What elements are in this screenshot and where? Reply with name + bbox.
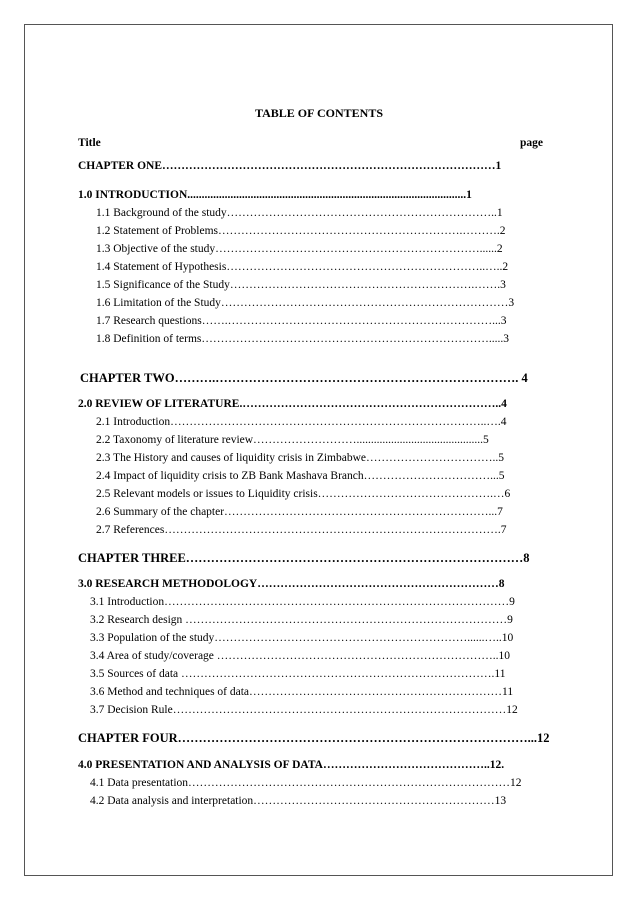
title-column-header: Title bbox=[78, 137, 101, 149]
toc-chapter-three[interactable]: CHAPTER THREE………………………………………………………………………8 bbox=[78, 551, 530, 565]
toc-section-2-6[interactable]: 2.6 Summary of the chapter……………………………………………………………...7 bbox=[96, 506, 503, 518]
toc-section-3-4[interactable]: 3.4 Area of study/coverage ………………………………………………………………..10 bbox=[90, 650, 511, 662]
toc-section-3-6[interactable]: 3.6 Method and techniques of data…………………………………………………………11 bbox=[90, 686, 514, 698]
toc-section-1-4[interactable]: 1.4 Statement of Hypothesis…………………………………………………………..…..2 bbox=[96, 261, 509, 273]
toc-section-4-2[interactable]: 4.2 Data analysis and interpretation………………………………………………………13 bbox=[90, 795, 507, 807]
toc-section-3-3[interactable]: 3.3 Population of the study…………………………………………………………......…..10 bbox=[90, 632, 514, 644]
toc-chapter-four[interactable]: CHAPTER FOUR…………………………………………………………………………...12 bbox=[78, 731, 550, 745]
toc-section-3-0[interactable]: 3.0 RESEARCH METHODOLOGY………………………………………………………8 bbox=[78, 578, 505, 590]
toc-section-2-5[interactable]: 2.5 Relevant models or issues to Liquidity crisis……………………………………….…6 bbox=[96, 488, 511, 500]
toc-section-1-0[interactable]: 1.0 INTRODUCTION.................................................................................................1 bbox=[78, 189, 472, 201]
toc-heading: TABLE OF CONTENTS bbox=[254, 106, 384, 120]
toc-section-3-2[interactable]: 3.2 Research design …………………………………………………………………………9 bbox=[90, 614, 513, 626]
toc-chapter-one[interactable]: CHAPTER ONE……………………………………………………………………………1 bbox=[78, 160, 502, 172]
toc-section-2-0[interactable]: 2.0 REVIEW OF LITERATURE.…………………………………………………………..4 bbox=[78, 398, 507, 410]
document-page bbox=[24, 24, 613, 876]
page-column-header: page bbox=[520, 137, 543, 149]
toc-section-2-7[interactable]: 2.7 References…………………………………………………………………………….7 bbox=[96, 524, 507, 536]
toc-section-1-2[interactable]: 1.2 Statement of Problems……………………………………………………….……….2 bbox=[96, 225, 506, 237]
toc-section-2-4[interactable]: 2.4 Impact of liquidity crisis to ZB Bank Mashava Branch……………………………...5 bbox=[96, 470, 505, 482]
toc-section-1-1[interactable]: 1.1 Background of the study……………………………………………………………..1 bbox=[96, 207, 503, 219]
toc-section-1-5[interactable]: 1.5 Significance of the Study……………………………………………………….…….3 bbox=[96, 279, 506, 291]
toc-section-4-0[interactable]: 4.0 PRESENTATION AND ANALYSIS OF DATA……………………………………..12. bbox=[78, 759, 505, 771]
toc-section-3-1[interactable]: 3.1 Introduction………………………………………………………………………………9 bbox=[90, 596, 515, 608]
toc-chapter-two[interactable]: CHAPTER TWO……….………………………………………………………………. 4 bbox=[80, 371, 528, 385]
toc-section-2-1[interactable]: 2.1 Introduction………………………………………………………………………..….4 bbox=[96, 416, 507, 428]
toc-section-2-3[interactable]: 2.3 The History and causes of liquidity crisis in Zimbabwe……………………………..5 bbox=[96, 452, 504, 464]
toc-section-2-2[interactable]: 2.2 Taxonomy of literature review………………………............................................5 bbox=[96, 434, 489, 446]
toc-section-3-5[interactable]: 3.5 Sources of data ……………………………………………………………………….11 bbox=[90, 668, 506, 680]
toc-section-1-3[interactable]: 1.3 Objective of the study……………………………………………………………......2 bbox=[96, 243, 503, 255]
toc-section-4-1[interactable]: 4.1 Data presentation…………………………………………………………………………12 bbox=[90, 777, 522, 789]
toc-section-1-6[interactable]: 1.6 Limitation of the Study…………………………………………………………………3 bbox=[96, 297, 515, 309]
toc-section-3-7[interactable]: 3.7 Decision Rule……………………………………………………………………………12 bbox=[90, 704, 518, 716]
toc-section-1-8[interactable]: 1.8 Definition of terms………………………………………………………………….....3 bbox=[96, 333, 510, 345]
toc-section-1-7[interactable]: 1.7 Research questions…….……………………………………………………………...3 bbox=[96, 315, 507, 327]
